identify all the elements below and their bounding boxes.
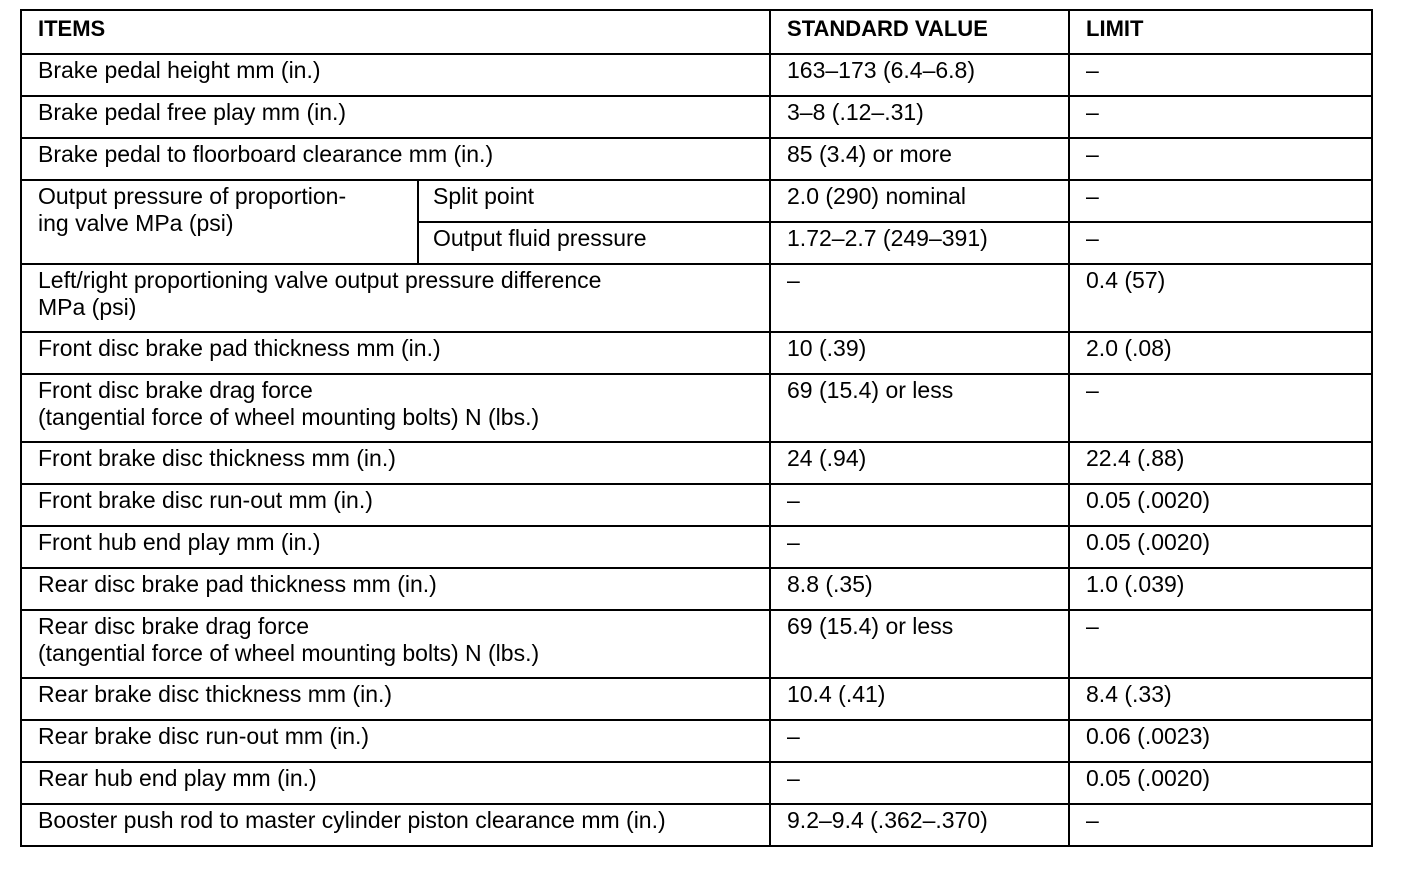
table-row bbox=[21, 678, 1372, 720]
standard-value-cell: 3–8 (.12–.31) bbox=[770, 96, 1069, 138]
item-cell: Booster push rod to master cylinder piston clearance mm (in.) bbox=[21, 804, 770, 846]
limit-cell: 0.4 (57) bbox=[1069, 264, 1372, 332]
standard-value-cell: 24 (.94) bbox=[770, 442, 1069, 484]
standard-value-cell: 69 (15.4) or less bbox=[770, 374, 1069, 442]
table-row bbox=[21, 442, 1372, 484]
item-cell: Brake pedal to floorboard clearance mm (in.) bbox=[21, 138, 770, 180]
standard-value-cell: – bbox=[770, 762, 1069, 804]
limit-cell: – bbox=[1069, 96, 1372, 138]
item-cell: Rear disc brake drag force (tangential force of wheel mounting bolts) N (lbs.) bbox=[21, 610, 770, 678]
header-row bbox=[21, 10, 1372, 54]
limit-cell: – bbox=[1069, 804, 1372, 846]
item-cell: Front hub end play mm (in.) bbox=[21, 526, 770, 568]
item-cell: Front brake disc thickness mm (in.) bbox=[21, 442, 770, 484]
item-cell: Front disc brake drag force (tangential force of wheel mounting bolts) N (lbs.) bbox=[21, 374, 770, 442]
limit-cell: – bbox=[1069, 138, 1372, 180]
limit-cell: 2.0 (.08) bbox=[1069, 332, 1372, 374]
standard-value-cell: – bbox=[770, 720, 1069, 762]
standard-value-cell: 69 (15.4) or less bbox=[770, 610, 1069, 678]
standard-value-cell: 163–173 (6.4–6.8) bbox=[770, 54, 1069, 96]
standard-value-cell: – bbox=[770, 526, 1069, 568]
standard-value-cell: 8.8 (.35) bbox=[770, 568, 1069, 610]
table-row bbox=[21, 180, 1372, 222]
item-cell: Front disc brake pad thickness mm (in.) bbox=[21, 332, 770, 374]
limit-cell: 0.05 (.0020) bbox=[1069, 526, 1372, 568]
item-cell: Left/right proportioning valve output pressure difference MPa (psi) bbox=[21, 264, 770, 332]
standard-value-cell: – bbox=[770, 264, 1069, 332]
item-cell: Rear brake disc thickness mm (in.) bbox=[21, 678, 770, 720]
limit-cell: 1.0 (.039) bbox=[1069, 568, 1372, 610]
table-row bbox=[21, 762, 1372, 804]
table-row bbox=[21, 484, 1372, 526]
table-row bbox=[21, 96, 1372, 138]
item-cell: Brake pedal height mm (in.) bbox=[21, 54, 770, 96]
header-standard-value: STANDARD VALUE bbox=[770, 10, 1069, 54]
standard-value-cell: 9.2–9.4 (.362–.370) bbox=[770, 804, 1069, 846]
limit-cell: – bbox=[1069, 180, 1372, 222]
table-row bbox=[21, 804, 1372, 846]
limit-cell: 0.05 (.0020) bbox=[1069, 762, 1372, 804]
limit-cell: – bbox=[1069, 222, 1372, 264]
item-cell: Rear hub end play mm (in.) bbox=[21, 762, 770, 804]
standard-value-cell: 10.4 (.41) bbox=[770, 678, 1069, 720]
item-cell: Output pressure of proportion- ing valve MPa (psi) bbox=[21, 180, 418, 264]
table-row bbox=[21, 720, 1372, 762]
limit-cell: 22.4 (.88) bbox=[1069, 442, 1372, 484]
sub-item-cell: Output fluid pressure bbox=[418, 222, 770, 264]
standard-value-cell: 2.0 (290) nominal bbox=[770, 180, 1069, 222]
table-row bbox=[21, 374, 1372, 442]
table-row bbox=[21, 54, 1372, 96]
item-cell: Front brake disc run-out mm (in.) bbox=[21, 484, 770, 526]
table-row bbox=[21, 526, 1372, 568]
table-row bbox=[21, 332, 1372, 374]
limit-cell: – bbox=[1069, 54, 1372, 96]
limit-cell: 0.06 (.0023) bbox=[1069, 720, 1372, 762]
table-row bbox=[21, 610, 1372, 678]
header-items: ITEMS bbox=[21, 10, 770, 54]
table-row bbox=[21, 264, 1372, 332]
item-cell: Rear disc brake pad thickness mm (in.) bbox=[21, 568, 770, 610]
sub-item-cell: Split point bbox=[418, 180, 770, 222]
standard-value-cell: 10 (.39) bbox=[770, 332, 1069, 374]
limit-cell: – bbox=[1069, 610, 1372, 678]
item-cell: Brake pedal free play mm (in.) bbox=[21, 96, 770, 138]
standard-value-cell: 85 (3.4) or more bbox=[770, 138, 1069, 180]
limit-cell: 8.4 (.33) bbox=[1069, 678, 1372, 720]
table-row bbox=[21, 568, 1372, 610]
standard-value-cell: 1.72–2.7 (249–391) bbox=[770, 222, 1069, 264]
standard-value-cell: – bbox=[770, 484, 1069, 526]
header-limit: LIMIT bbox=[1069, 10, 1372, 54]
table-row bbox=[21, 138, 1372, 180]
limit-cell: – bbox=[1069, 374, 1372, 442]
spec-table bbox=[20, 9, 1373, 847]
item-cell: Rear brake disc run-out mm (in.) bbox=[21, 720, 770, 762]
limit-cell: 0.05 (.0020) bbox=[1069, 484, 1372, 526]
